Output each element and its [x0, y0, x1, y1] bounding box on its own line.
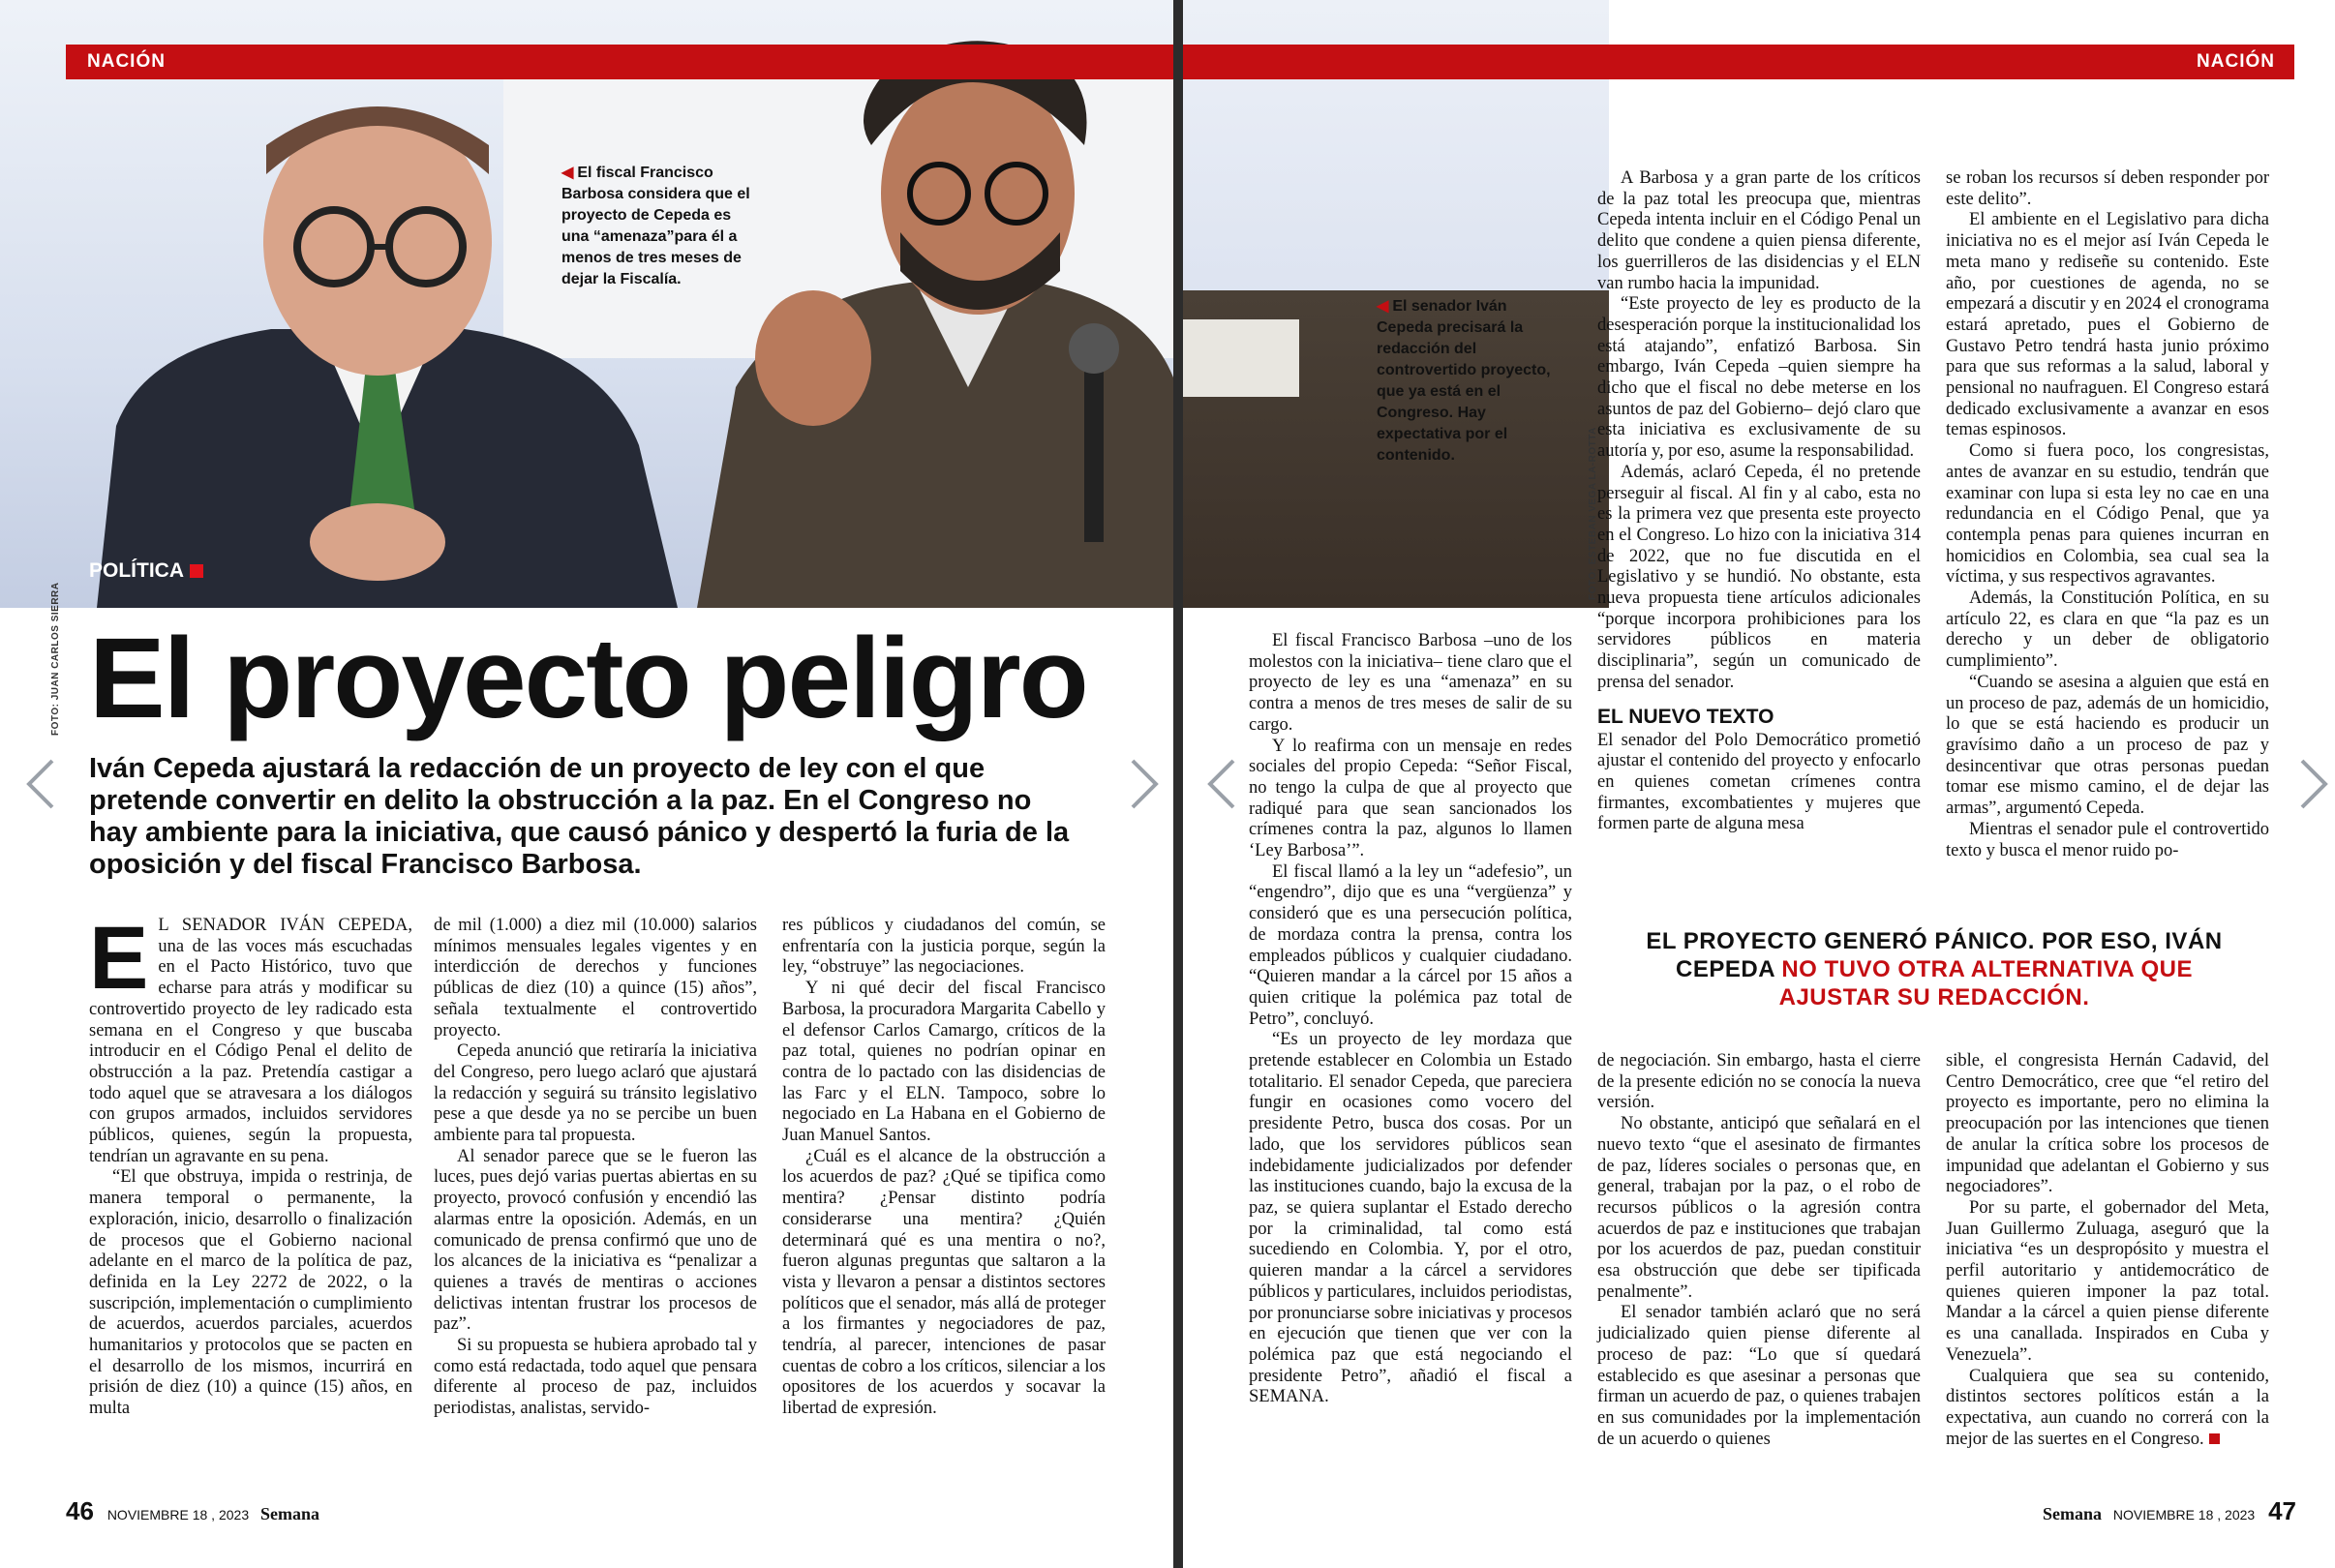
barbosa-figure [58, 58, 726, 608]
photo-caption-barbosa: ◀ El fiscal Francisco Barbosa considera que el proyecto de Cepeda es una “amenaza”para él a menos de tres meses de dejar la Fiscalía. [561, 165, 750, 287]
next-page-button-left[interactable] [1125, 755, 1164, 813]
page-gutter [1173, 0, 1183, 1568]
column-2: de mil (1.000) a diez mil (10.000) salarios mínimos mensuales legales vigentes y en interdicción de derechos y funciones públicas de diez (10) a quince (15) años”, señala textualmente el controvertido proyecto. Cepeda anunció que retiraría la iniciativa del Congreso, pero luego aclaró que ajustará la redacción y seguirá su tránsito legislativo pese a que desde ya no se percibe un buen ambiente para tal propuesta. Al senador parece que se le fueron las luces, pues dejó varias puertas abiertas en su proyecto, provocó confusión y encendió las alarmas entre la oposición. Además, en un comunicado de prensa confirmó que uno de los alcances de la iniciativa es “penalizar a quienes a través de mentiras o acciones delictivas intentan frustrar los procesos de paz”. Si su propuesta se hubiera aprobado tal y como está redactada, todo aquel que pensara diferente al proceso de paz, incluidos periodistas, analistas, servido- [434, 916, 757, 1419]
magazine-name: Semana [260, 1504, 320, 1523]
chevron-left-icon [1202, 755, 1241, 813]
end-mark-icon [2209, 1433, 2220, 1444]
caption-arrow-icon: ◀ [1377, 298, 1389, 315]
section-header-right: NACIÓN [1183, 45, 2294, 79]
drop-cap: E [89, 909, 149, 1008]
issue-date: NOVIEMBRE 18 , 2023 [2112, 1507, 2256, 1523]
next-page-button[interactable] [2294, 755, 2333, 813]
right-page [1183, 0, 2335, 1568]
article-lead: Iván Cepeda ajustará la redacción de un proyecto de ley con el que pretende convertir en delito la obstrucción a la paz. En el Congreso no hay ambiente para la iniciativa, que causó pánico y despertó la furia de la oposición y del fiscal Francisco Barbosa. [89, 753, 1070, 880]
column-7: de negociación. Sin embargo, hasta el cierre de la presente edición no se conocía la nueva versión. No obstante, anticipó que señalará en el nuevo texto “que el asesinato de firmantes de paz, líderes sociales o personas que, en general, trabajan por la paz, o el robo de recursos públicos o la agresión contra acuerdos de paz e instituciones que trabajan por los acuerdos de paz, puedan constituir esa obstrucción que debe ser tipificada penalmente”. El senador también aclaró que no será judicializado quien piense diferente al proceso de paz: “Lo que sí quedará establecido es que asesinar a personas que firman un acuerdo de paz, o quienes trabajen en sus comunidades por la implementación de un acuerdo o quienes [1597, 1051, 1921, 1449]
article-title: El proyecto peligro [89, 615, 1087, 742]
prev-page-button[interactable] [21, 755, 60, 813]
column-4: El fiscal Francisco Barbosa –uno de los molestos con la iniciativa– tiene claro que el proyecto de ley es una “amenaza” en su contra a menos de tres meses de salir de su cargo. Y lo reafirma con un mensaje en redes sociales del propio Cepeda: “Señor Fiscal, no tengo la culpa de que al proyecto que radiqué para que sean sancionados los crímenes contra la paz, algunos lo llamen ‘Ley Barbosa’”. El fiscal llamó a la ley un “adefesio”, un “engendro”, dijo que es una “vergüenza” y consideró que es una persecución política, de mordaza contra la prensa, contra los empleados públicos y cualquier ciudadano. “Quieren mandar a la cárcel por 15 años a quien critique la polémica paz total de Petro”, concluyó. “Es un proyecto de ley mordaza que pretende establecer en Colombia un Estado totalitario. El senador Cepeda, que pareciera fungir en ocasiones como vocero del presidente Petro, busca dos cosas. Por un lado, que los servidores públicos sean indebidamente judicializados por defender las instituciones cuando, bajo la excusa de la paz, se quiera suplantar el Estado derecho por la criminalidad, tal como está sucediendo en Colombia. Y, por el otro, quieren mandar a la cárcel a servidores públicos y particulares, incluidos periodistas, por pronunciarse sobre iniciativas y procesos en ejecución que tienen que ver con la polémica paz que está negociando el presidente Petro”, añadió el fiscal a SEMANA. [1249, 631, 1572, 1407]
footer-left [56, 1496, 327, 1526]
page-number: 46 [66, 1496, 94, 1525]
chevron-right-icon [2294, 755, 2333, 813]
subhead: EL NUEVO TEXTO [1597, 705, 1774, 728]
column-8: sible, el congresista Hernán Cadavid, del Centro Democrático, cree que “el retiro del proyecto es importante, pero no elimina la preocupación por las intenciones que tienen de anular la crítica sobre los procesos de impunidad que adelantan el Gobierno y sus negociadores”. Por su parte, el gobernador del Meta, Juan Guillermo Zuluaga, aseguró que la iniciativa “es un despropósito y muestra el perfil autoritario y antidemocrático de quienes quieren imponer la paz total. Mandar a la cárcel a quien piense diferente es una canallada. Inspirados en Cuba y Venezuela”. Cualquiera que sea su contenido, distintos sectores políticos están a la expectativa, aun cuando no correrá con la mejor de las suertes en el Congreso. [1946, 1051, 2269, 1449]
chevron-left-icon [21, 755, 60, 813]
section-header: NACIÓN [66, 45, 1173, 79]
section-tag: POLÍTICA [89, 559, 203, 583]
pull-quote: EL PROYECTO GENERÓ PÁNICO. POR ESO, IVÁN CEPEDA NO TUVO OTRA ALTERNATIVA QUE AJUSTAR SU REDACCIÓN. [1646, 928, 2223, 1010]
caption-arrow-icon: ◀ [561, 165, 574, 181]
column-1: E L SENADOR IVÁN CEPEDA, una de las voces más escuchadas en el Pacto Histórico, tuvo que echarse para atrás y modificar su controvertido proyecto de ley radicado esta semana en el Congreso y que buscaba introducir en el Código Penal el delito de obstrucción a la paz. Pretendía castigar a todo aquel que se atravesara a los diálogos con grupos armados, incluidos servidores públicos, quienes, según la propuesta, tendrían un agravante en su pena. “El que obstruya, impida o restrinja, de manera temporal o permanente, la exploración, inicio, desarrollo o finalización de procesos que el Gobierno nacional adelante en el marco de la política de paz, definida en la Ley 2272 de 2022, o la suscripción, implementación o cumplimiento de acuerdos, acuerdos parciales, acuerdos humanitarios y protocolos que se pacten en el desarrollo de los mismos, incurrirá en prisión de diez (10) a quince (15) años, en multa [89, 909, 412, 1419]
chevron-right-icon [1125, 755, 1164, 813]
photo-caption-cepeda: ◀ El senador Iván Cepeda precisará la redacción del controvertido proyecto, que ya está en el Congreso. Hay expectativa por el contenido. [1377, 298, 1551, 464]
issue-date: NOVIEMBRE 18 , 2023 [106, 1507, 250, 1523]
photo-credit-right: FOTO: ESTEBAN VEGA LA-ROTTA [1588, 427, 1598, 600]
prev-page-button-right[interactable] [1202, 755, 1241, 813]
cepeda-figure [678, 39, 1173, 608]
lead-photo [0, 0, 1173, 608]
page-number: 47 [2268, 1496, 2297, 1525]
column-6: se roban los recursos sí deben responder por este delito”. El ambiente en el Legislativo para dicha iniciativa no es el mejor así Iván Cepeda le meta mano y rediseñe su contenido. Este año, por cuestiones de agenda, no se empezará a discutir y en 2024 el cronograma estará apretado, pues el Gobierno de Gustavo Petro tendrá hasta junio próximo para que sus reformas a la salud, laboral y pensional no naufraguen. El Congreso estará dedicado exclusivamente a avanzar en esos temas espinosos. Como si fuera poco, los congresistas, antes de avanzar en su estudio, tendrán que examinar con lupa si esta ley no cae en una redundancia en el Código Penal, que ya contempla penas para quienes incurran en homicidios en Colombia, sea cual sea la víctima, y sus respectivos agravantes. Además, la Constitución Política, en su artículo 22, es clara en que “la paz es un derecho y un deber de obligatorio cumplimiento”. “Cuando se asesina a alguien que está en un proceso de paz, además de un homicidio, lo que se está haciendo es producir un gravísimo daño a un proceso de paz y desincentivar que otras personas puedan tomar ese mismo camino, el de dejar las armas”, argumentó Cepeda. Mientras el senador pule el controvertido texto y busca el menor ruido po- [1946, 168, 2269, 860]
red-square-icon [190, 564, 203, 578]
column-3: res públicos y ciudadanos del común, se enfrentaría con la justicia porque, según la ley, “obstruye” las negociaciones. Y ni qué decir del fiscal Francisco Barbosa, la procuradora Margarita Cabello y el defensor Carlos Camargo, críticos de la paz total, quienes no podrían opinar en contra de lo pactado con las disidencias de las Farc y el ELN. Tampoco, sobre lo negociado en La Habana en el Gobierno de Juan Manuel Santos. ¿Cuál es el alcance de la obstrucción a los acuerdos de paz? ¿Qué se tipifica como mentira? ¿Pensar distinto podría considerarse una mentira? ¿Quién determinará qué es una mentira o no?, fueron algunas preguntas que saltaron a la vista y llevaron a pensar a distintos sectores políticos que el senador, más allá de proteger a los firmantes y negociadores de paz, tendría, al parecer, intenciones de pasar cuentas de cobro a los críticos, silenciar a los opositores de los acuerdos y socavar la libertad de expresión. [782, 916, 1106, 1419]
column-5: A Barbosa y a gran parte de los críticos de la paz total les preocupa que, mientras Cepeda intenta incluir en el Código Penal un delito que condene a quien piensa diferente, los guerrilleros de las disidencias y el ELN van rumbo hacia la impunidad. “Este proyecto de ley es producto de la desesperación porque la institucionalidad los está atajando”, enfatizó Barbosa. Sin embargo, Iván Cepeda –quien siempre ha dicho que el fiscal no debe meterse en los asuntos de paz del Gobierno– dejó claro que esta iniciativa es exclusivamente de su autoría y, por eso, asume la responsabilidad. Además, aclaró Cepeda, él no pretende perseguir al fiscal. Al fin y al cabo, esta no es la primera vez que presenta este proyecto en el Congreso. Lo hizo con la iniciativa 314 de 2022, que no fue discutida en el Legislativo y se hundió. No obstante, esta nueva propuesta tiene artículos adicionales “porque incorpora prohibiciones para los servidores públicos en materia disciplinaria”, según un comunicado de prensa del senador. EL NUEVO TEXTO El senador del Polo Democrático prometió ajustar el contenido del proyecto y enfocarlo en quienes cometan crímenes contra firmantes, excombatientes y mujeres que formen parte de alguna mesa [1597, 168, 1921, 834]
magazine-name: Semana [2043, 1504, 2103, 1523]
photo-credit: FOTO: JUAN CARLOS SIERRA [50, 582, 61, 736]
footer-right [2035, 1496, 2306, 1526]
